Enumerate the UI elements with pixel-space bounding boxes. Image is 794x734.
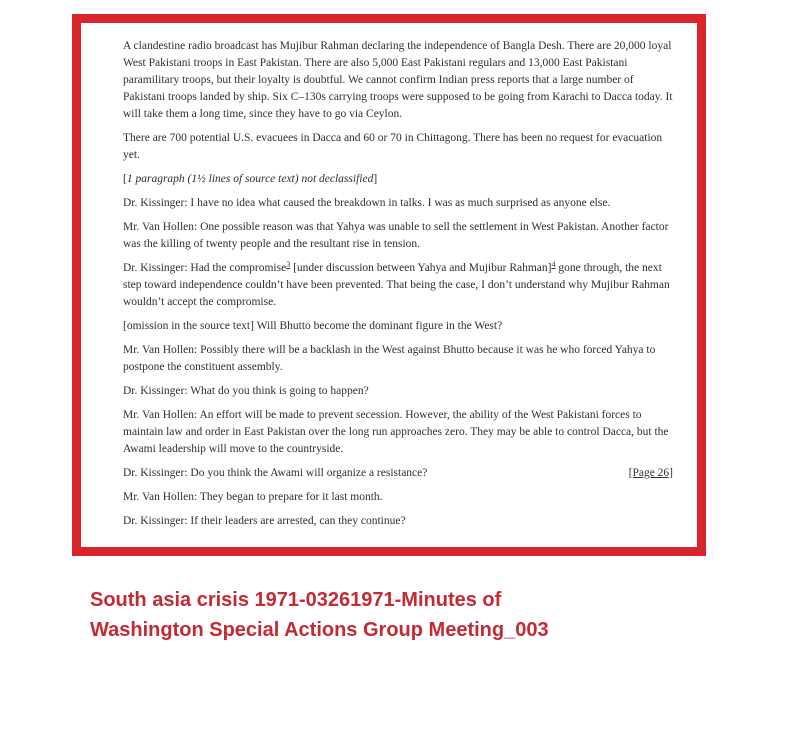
- paragraph-kissinger-resistance: [123, 465, 673, 482]
- paragraph-omission-bhutto: [omission in the source text] Will Bhutto become the dominant figure in the West?: [123, 320, 503, 332]
- paragraph-vanhollen-prepare: Mr. Van Hollen: They began to prepare for it last month.: [123, 491, 383, 503]
- paragraph-kissinger-breakdown: Dr. Kissinger: I have no idea what caused the breakdown in talks. I was as much surprised as anyone else.: [123, 197, 611, 209]
- compromise-text-3: gone through, the next step toward independence couldn’t have been prevented. That being the case, I don’t understand why Mujibur Rahman wouldn’t accept the compromise.: [123, 262, 670, 308]
- redaction-note-open-bracket: [: [123, 173, 127, 185]
- caption-line-1: South asia crisis 1971-03261971-Minutes of: [90, 589, 502, 611]
- paragraph-vanhollen-reason: Mr. Van Hollen: One possible reason was that Yahya was unable to sell the settlement in West Pakistan. Another factor was the killing of twenty people and the resultant rise in tension.: [123, 221, 669, 250]
- paragraph-situation-report: A clandestine radio broadcast has Mujibur Rahman declaring the independence of Bangla Desh. There are 20,000 loyal West Pakistani troops in East Pakistan. There are also 5,000 East Pakistani regulars and 13,000 East Pakistani paramilitary troops, but their loyalty is doubtful. We cannot confirm Indian press reports that a large number of Pakistani troops landed by ship. Six C–130s carrying troops were supposed to be going from Karachi to Dacca today. It will take them a long time, since they have to go via Ceylon.: [123, 40, 673, 120]
- paragraph-kissinger-arrested: Dr. Kissinger: If their leaders are arrested, can they continue?: [123, 515, 406, 527]
- compromise-text-2: [under discussion between Yahya and Mujibur Rahman]: [290, 262, 552, 274]
- redaction-note-text: 1 paragraph (1½ lines of source text) not declassified: [126, 173, 374, 185]
- footnote-4-link[interactable]: 4: [551, 260, 556, 269]
- paragraph-kissinger-compromise: [123, 260, 673, 311]
- caption-line-2: Washington Special Actions Group Meeting_003: [90, 619, 549, 641]
- document-excerpt-box: [72, 14, 706, 556]
- paragraph-kissinger-what-happens: Dr. Kissinger: What do you think is going to happen?: [123, 385, 369, 397]
- compromise-text-1: Dr. Kissinger: Had the compromise: [123, 262, 287, 274]
- resistance-question-text: Dr. Kissinger: Do you think the Awami will organize a resistance?: [123, 467, 428, 479]
- page-26-link[interactable]: [Page 26]: [628, 467, 673, 479]
- document-title-caption: [90, 585, 794, 645]
- redaction-note: [123, 171, 673, 188]
- paragraph-evacuees: There are 700 potential U.S. evacuees in Dacca and 60 or 70 in Chittagong. There has been no request for evacuation yet.: [123, 132, 663, 161]
- footnote-3-link[interactable]: 3: [286, 260, 291, 269]
- paragraph-vanhollen-secession: Mr. Van Hollen: An effort will be made to prevent secession. However, the ability of the West Pakistani forces to maintain law and order in East Pakistan over the long run approaches zero. They may be able to control Dacca, but the Awami leadership will move to the countryside.: [123, 409, 669, 455]
- redaction-note-close-bracket: ]: [373, 173, 378, 185]
- paragraph-vanhollen-backlash: Mr. Van Hollen: Possibly there will be a backlash in the West against Bhutto because it was he who forced Yahya to postpone the constituent assembly.: [123, 344, 656, 373]
